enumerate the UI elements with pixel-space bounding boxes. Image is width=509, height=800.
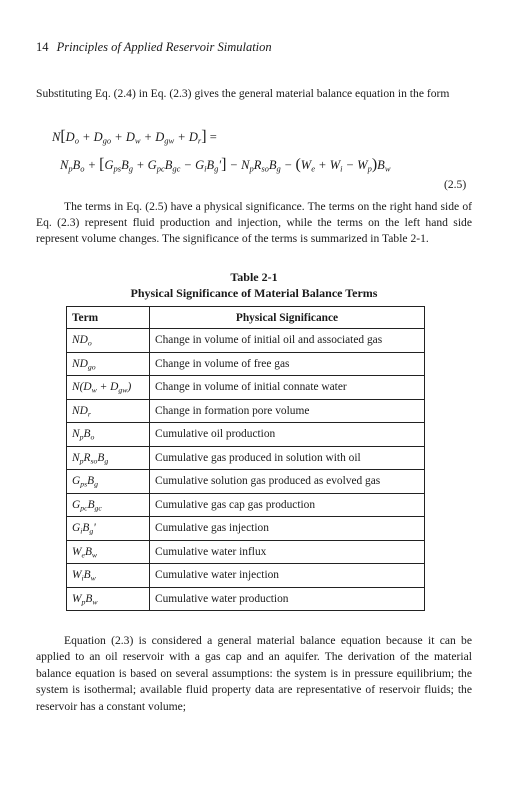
significance-cell: Cumulative gas cap gas production xyxy=(150,493,425,517)
term-cell: $N_pB_o$ xyxy=(67,423,150,447)
significance-cell: Cumulative oil production xyxy=(150,423,425,447)
significance-cell: Cumulative water production xyxy=(150,587,425,611)
table-row xyxy=(67,423,425,447)
significance-cell: Change in volume of initial connate water xyxy=(150,376,425,400)
significance-cell: Change in formation pore volume xyxy=(150,399,425,423)
running-head xyxy=(36,40,272,55)
intro-paragraph: Substituting Eq. (2.4) in Eq. (2.3) gives the general material balance equation in the form xyxy=(36,87,450,100)
table-row xyxy=(67,376,425,400)
term-cell: $W_iB_w$ xyxy=(67,564,150,588)
significance-cell: Cumulative water injection xyxy=(150,564,425,588)
term-cell: $G_{pc}B_{gc}$ xyxy=(67,493,150,517)
term-cell: $W_eB_w$ xyxy=(67,540,150,564)
column-header-term: Term xyxy=(67,307,150,329)
term-cell: $G_iB_g'$ xyxy=(67,517,150,541)
significance-cell: Cumulative water influx xyxy=(150,540,425,564)
term-cell: $W_pB_w$ xyxy=(67,587,150,611)
table-row xyxy=(67,493,425,517)
table-row xyxy=(67,517,425,541)
significance-cell: Cumulative gas produced in solution with oil xyxy=(150,446,425,470)
term-cell: $G_{ps}B_g$ xyxy=(67,470,150,494)
equation-number: (2.5) xyxy=(444,178,467,191)
equation-line-1: $N[D_o + D_{go} + D_w + D_{gw} + D_r]$ = xyxy=(52,128,217,146)
table-row xyxy=(67,540,425,564)
table-number: Table 2-1 xyxy=(230,270,278,284)
table-row xyxy=(67,564,425,588)
table-row xyxy=(67,446,425,470)
significance-cell: Change in volume of free gas xyxy=(150,352,425,376)
table-row xyxy=(67,470,425,494)
page-number: 14 xyxy=(36,40,49,54)
paragraph-2: The terms in Eq. (2.5) have a physical significance. The terms on the right hand side of Eq. (2.3) represent fluid production and injection, while the terms on the left hand side represent volume changes. The significance of the terms is summarized in Table 2-1. xyxy=(36,200,472,245)
paragraph-3: Equation (2.3) is considered a general material balance equation because it can be applied to an oil reservoir with a gas cap and an aquifer. The derivation of the material balance equation is based on several assumptions: the system is in pressure equilibrium; the system is isothermal; available fluid property data are representative of reservoir fluids; the reservoir has a constant volume; xyxy=(36,634,472,713)
significance-cell: Change in volume of initial oil and associated gas xyxy=(150,329,425,353)
table-row xyxy=(67,399,425,423)
table-header-row xyxy=(67,307,425,329)
column-header-significance: Physical Significance xyxy=(150,307,425,329)
significance-cell: Cumulative solution gas produced as evolved gas xyxy=(150,470,425,494)
significance-cell: Cumulative gas injection xyxy=(150,517,425,541)
term-cell: $N_pR_{so}B_g$ xyxy=(67,446,150,470)
table-title: Physical Significance of Material Balance Terms xyxy=(130,286,378,300)
term-cell: $ND_{go}$ xyxy=(67,352,150,376)
table-row xyxy=(67,587,425,611)
term-cell: $ND_o$ xyxy=(67,329,150,353)
term-cell: $ND_r$ xyxy=(67,399,150,423)
material-balance-terms-table xyxy=(66,306,425,611)
table-caption xyxy=(36,269,472,301)
equation-line-2: $N_pB_o + [G_{ps}B_g + G_{pc}B_{gc} - G_iB_g'] - N_pR_{so}B_g - (W_e + W_i - W_p)B_w$ xyxy=(60,156,391,174)
table-row xyxy=(67,352,425,376)
book-title: Principles of Applied Reservoir Simulation xyxy=(56,40,272,54)
term-cell: $N(D_w + D_{gw})$ xyxy=(67,376,150,400)
table-row xyxy=(67,329,425,353)
